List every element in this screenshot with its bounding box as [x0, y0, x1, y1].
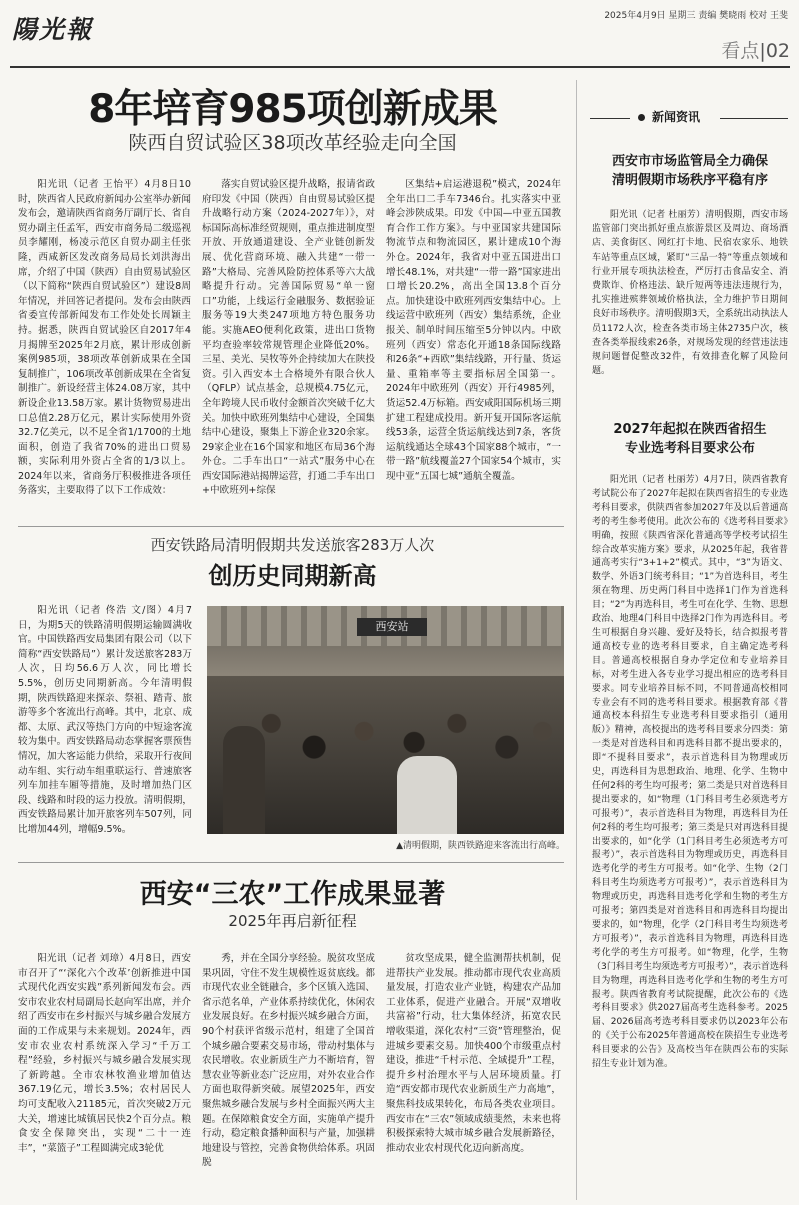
exam-body: 阳光讯（记者 杜丽芳）4月7日，陕西省教育考试院公布了2027年起拟在陕西省招生的专业选考科目要求，供陕西省参加2027年及以后普通高考的考生参考使用。此次公布的《选考科目要求》明确，按照《陕西省深化普通高等学校考试招生综合改革实施方案》要求，从2025年起，我省普通高考实行“3+1+2”模式。其中，“3”为语文、数学、外语3门统考科目；“1”为首选科目，考生须在物理、历史两门科目中选择1门作为首选科目；“2”为再选科目，考生可在化学、生物、思想政治、地理4门科目中选择2门作为再选科目。考生可根据自身兴趣、爱好及特长，结合拟报考普通高校专业的选考科目要求，自主确定选考科目。普通高校根据自身办学定位和专业培养目标，对考生进入各专业学习提出相应的选考科目要求。同专业培养目标不同，不同普通高校相同专业会有不同的选考科目要求。根据教育部《普通高校本科招生专业选考科目要求指引（通用版）》精神，高校提出的选考科目要求分四类：第一类是对首选科目和再选科目都不提出要求的，即“不提科目要求”，表示首选科目为物理或历史，再选科目为思想政治、地理、化学、生物中任何2科的考生均可报考；第二类是只对首选科目提出要求的，如“物理（1门科目考生必须选考方可报考）”，表示首选科目为物理，再选科目为任何2科的考生均可报考；第三类是只对再选科目提出要求的，如“化学（1门科目考生必须选考方可报考）”，表示首选科目为物理或历史，再选科目选考化学的考生方可报考。如“化学、生物（2门科目考生均须选考方可报考）”，表示首选科目为物理或历史，再选科目选考化学和生物的考生方可报考；第四类是对首选科目和再选科目均提出要求的，如“物理，化学（2门科目考生均须选考方可报考）”，表示首选科目为物理，再选科目选考化学的考生方可报考。如“物理，化学，生物（3门科目考生均须选考方可报考）”，表示首选科目为物理，再选科目选考化学和生物的考生方可报考。陕西省教育考试院提醒，此次公布的《选考科目要求》供2027届高考生选科参考。2025届、2026届高考选考科目要求仍以2023年公布的《关于公布2025年普通高校在陕招生专业选考科目要求的公告》及高校当年在陕西公布的实际招生专业计划为准。: [592, 475, 788, 1070]
right-column-separator: [576, 80, 577, 1200]
agri-body-col2: 秀，并在全国分享经验。脱贫攻坚成果巩固，守住不发生规模性返贫底线。都市现代农业全链融合，多个区镇入选国、省示范名单，产业体系持续优化，休闲农业发展良好。在乡村振兴城乡融合方面，90个村获评省级示范村，组建了全国首个城乡融合要素交易市场，带动村集体与农民增收。农业新质生产力不断培育，智慧农业等新业态广泛应用，对外农业合作方面也取得新突破。展望2025年，西安聚焦城乡融合发展与乡村全面振兴两大主题。在保障粮食安全方面，实施单产提升行动，稳定粮食播种面积与产量，加强耕地建设与管控，完善食物供给体系。巩固脱: [202, 953, 375, 1169]
lead-subhead: 陕西自贸试验区38项改革经验走向全国: [128, 132, 457, 154]
agri-headline: 西安“三农”工作成果显著: [139, 879, 446, 910]
agri-body-col1: 阳光讯（记者 刘璋）4月8日，西安市召开了“‘深化六个改革’创新推进中国式现代化西安实践”系列新闻发布会。西安市农业农村局副局长赵向军出席，并介绍了西安市在乡村振兴与城乡融合发展方面的工作成果与未来规划。2024年，西安市农业农村系统深入学习“千万工程”经验，乡村振兴与城乡融合发展实现了新跨越。全市农林牧渔业增加值达367.19亿元，增长3.5%；农村居民人均可支配收入21185元，首次突破2万元大关，增速比城镇居民快2个百分点。粮食安全保障突出，实现“二十一连丰”，“菜篮子”工程圆满完成3轮优: [18, 953, 191, 1154]
section-tag: [660, 36, 790, 63]
exam-headline-line1: 2027年起拟在陕西省招生: [613, 422, 767, 437]
market-headline-line1: 西安市市场监管局全力确保: [611, 154, 768, 169]
page-number: |02: [759, 40, 790, 62]
section-rule-left: [590, 118, 630, 119]
station-sign: 西安站: [357, 618, 427, 636]
masthead-logo: 陽光報: [12, 15, 94, 44]
agri-body-col3: 贫攻坚成果，健全监测帮扶机制，促进帮扶产业发展。推动都市现代农业高质量发展，打造农业产业链，构建农产品加工业体系，促进产业融合。开展“双增收共富裕”行动，壮大集体经济，拓宽农民增收渠道，深化农村“三资”管理整治，促进城乡要素交易。加快400个市级重点村建设，推进“千村示范、全域提升”工程，提升乡村治理水平与人居环境质量。打造“西安都市现代农业新质生产力高地”，聚焦科技成果转化，布局各类农业项目。西安市在“三农”领域成绩斐然，未来也将积极探索特大城市城乡融合发展新路径，推动农业农村现代化迈向新高度。: [386, 953, 561, 1154]
section-dot-icon: [638, 114, 645, 121]
market-body: 阳光讯（记者 杜丽芳）清明假期，西安市场监管部门突出抓好重点旅游景区及周边、商场酒店、美食街区、网红打卡地、民宿农家乐、地铁车站等重点区域，紧盯“三品一特”等重点领域和行业开展专项执法检查，严厉打击食品安全、消费欺诈、价格违法、缺斤短两等违法违规行为，扎实推进殡葬领域价格执法，全力维护节日期间良好市场秩序。清明假期3天，全系统出动执法人员1172人次，检查各类市场主体2735户次，核查各类举报线索26条，对规场发现的经营违法违规问题督促整改32件，有效排查化解了风险问题。: [592, 210, 788, 377]
news-section-label: [590, 108, 790, 130]
date-line: 2025年4月9日 星期三 责编 樊晓雨 校对 王斐: [604, 11, 788, 21]
rail-kicker: 西安铁路局清明假期共发送旅客283万人次: [150, 536, 435, 554]
rail-photo: [207, 606, 564, 834]
rail-body: 阳光讯（记者 佟浩 文/图）4月7日，为期5天的铁路清明假期运输圆满收官。中国铁路西安局集团有限公司（以下简称“西安铁路局”）累计发送旅客283万人次，日均56.6万人次，同比增长5.5%，创历史同期新高。今年清明假期，陕西铁路迎来探亲、祭祖、踏青、旅游等多个客流出行高峰。其中，北京、成都、太原、武汉等热门方向的中短途客流较为集中。西安铁路局动态掌握客票预售情况，加大客运能力供给，采取开行夜间动车组、实行动车组重联运行、普速旅客列车加挂车厢等措施，及时增加热门区段、线路和时段的运力投放。清明假期，西安铁路局累计加开旅客列车507列，同比增加44列，增幅9.5%。: [18, 605, 192, 835]
lead-divider: [18, 526, 564, 527]
lead-headline: 8年培育985项创新成果: [88, 87, 497, 132]
rail-divider: [18, 862, 564, 863]
section-rule-right: [720, 118, 788, 119]
market-headline-line2: 清明假期市场秩序平稳有序: [611, 173, 768, 188]
masthead-rule: [10, 66, 790, 68]
rail-headline: 创历史同期新高: [208, 562, 377, 590]
exam-headline-line2: 专业选考科目要求公布: [624, 441, 755, 456]
section-label: 看点: [721, 40, 760, 62]
section-label-text: 新闻资讯: [652, 110, 701, 124]
agri-subhead: 2025年再启新征程: [228, 912, 357, 930]
seated-passenger: [397, 756, 457, 834]
lead-body-col3: 区集结+启运港退税”模式，2024年全年出口二手车7346台。扎实落实中亚峰会涉陕成果。印发《中国—中亚五国教育合作工作方案》。与中亚国家共建国际物流节点和物流园区，累计建成10个海外仓。2024年，我省对中亚五国进出口增长48.1%，对共建“一带一路”国家进出口增长20.2%，高出全国13.8个百分点。加快建设中欧班列西安集结中心。上线运营中欧班列（西安）集结系统，企业报关、制单时间压缩至5分钟以内。中欧班列（西安）常态化开通18条国际线路和26条“+西欧”集结线路，开行量、货运量、重箱率等主要指标居全国第一。2024年中欧班列（西安）开行4985列，货运52.4万标箱。西安咸阳国际机场三期扩建工程建成投用。新开复开国际客运航线53条，运营全货运航线达到7条，客货运航线通达全球43个国家88个城市，“一带一路”航线覆盖27个国家54个城市，实现中亚“五国七城”通航全覆盖。: [386, 179, 561, 482]
traveler-figure: [223, 726, 265, 834]
lead-body-col1: 阳光讯（记者 王怡平）4月8日10时，陕西省人民政府新闻办公室举办新闻发布会，邀请陕西省商务厅副厅长、省自贸办副主任孟军，西安市商务局二级巡视员李耀刚，杨凌示范区自贸办副主任张隆，西咸新区发改商务局局长刘洪海出席，介绍了中国（陕西）自由贸易试验区（以下简称“陕西自贸试验区”）建设8周年情况，并回答记者提问。发布会由陕西省委宣传部新闻发布工作处处长周颖主持。据悉，陕西自贸试验区自2017年4月揭牌至2025年2月底，累计形成创新案例985项，38项改革创新成果在全国复制推广，106项改革创新成果在全省复制推广。新设经营主体24.08万家，其中新设企业13.58万家。累计货物贸易进出口总值2.28万亿元，累计实际使用外资32.7亿美元，以不足全省1/1700的土地面积，创造了我省70%的进出口贸易额，实际利用外资占全省的1/3以上。2024年以来，省商务厅积极推进各项任务落实，主要取得了以下工作成效：: [18, 179, 191, 497]
rail-photo-caption: ▲清明假期，陕西铁路迎来客流出行高峰。: [396, 841, 565, 851]
lead-body-col2: 落实自贸试验区提升战略，报请省政府印发《中国（陕西）自由贸易试验区提升战略行动方案（2024-2027年）》，对标国际高标准经贸规则，重点推进制度型开放、开放通道建设、全产业链创新发展、优化营商环境、融入共建“一带一路”大格局、完善风险防控体系等六大战略提升行动。完善国际贸易“单一窗口”功能，上线运行金融服务、数据验证服务等19大类247项地方特色服务功能。实施AEO便利化政策，进出口货物平均查验率较常规管理企业降低20%。三星、美光、吴牧等外企持续加大在陕投资。引入西安本土合格境外有限合伙人（QFLP）试点基金，总规模4.75亿元，全年跨境人民币收付金额首次突破千亿大关。加快中欧班列集结中心建设，全国集结中心建设，聚集上下游企业320余家。29家企业在16个国家和地区布局36个海外仓。二手车出口“一站式”服务中心在西安国际港站揭牌运营，打通二手车出口+中欧班列+综保: [202, 179, 375, 497]
